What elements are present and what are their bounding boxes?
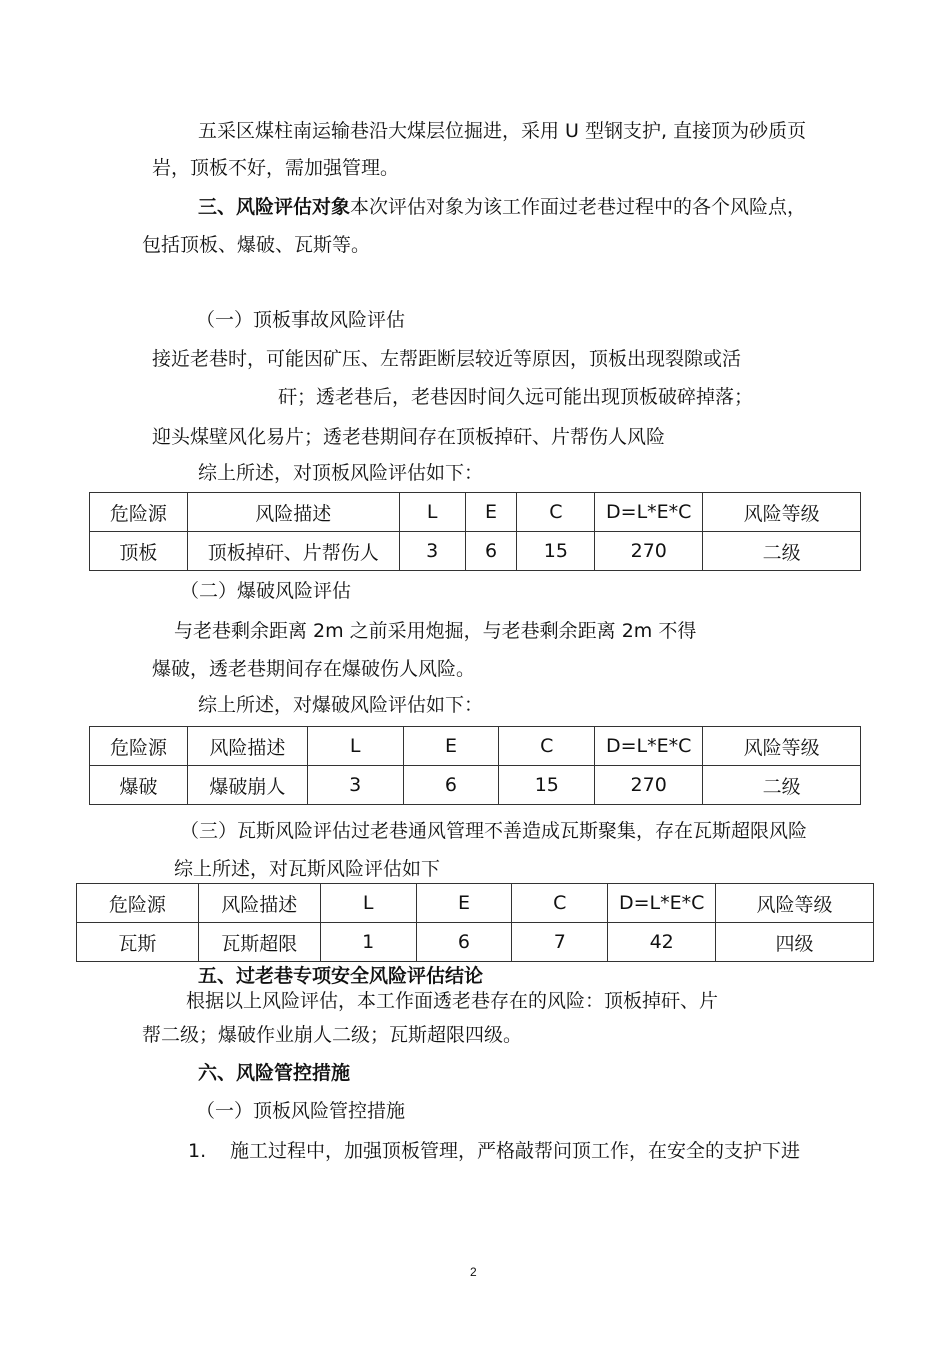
paragraph-text: 本次评估对象为该工作面过老巷过程中的各个风险点， xyxy=(350,196,807,218)
paragraph-line: 帮二级；爆破作业崩人二级；瓦斯超限四级。 xyxy=(142,1024,523,1046)
section-heading: 五、过老巷专项安全风险评估结论 xyxy=(198,965,484,987)
summary-line: 综上所述，对爆破风险评估如下： xyxy=(198,694,484,716)
table-cell: 270 xyxy=(595,766,703,805)
subsection-line: （三）瓦斯风险评估过老巷通风管理不善造成瓦斯聚集，存在瓦斯超限风险 xyxy=(180,820,808,842)
table-header-cell: 风险等级 xyxy=(703,727,861,766)
list-text: 施工过程中，加强顶板管理，严格敲帮问顶工作，在安全的支护下进 xyxy=(230,1140,801,1162)
subsection-heading: （一）顶板风险管控措施 xyxy=(196,1100,406,1122)
table-cell: 6 xyxy=(403,766,499,805)
table-header-cell: 风险等级 xyxy=(703,493,861,532)
table-header-cell: L xyxy=(307,727,403,766)
blast-risk-table xyxy=(89,726,861,805)
table-header-cell: D=L*E*C xyxy=(608,884,716,923)
page-number: 2 xyxy=(470,1265,477,1279)
section-3-line xyxy=(198,194,806,220)
paragraph-line: 迎头煤壁风化易片；透老巷期间存在顶板掉矸、片帮伤人风险 xyxy=(152,426,666,448)
table-header-row xyxy=(90,727,861,766)
table-header-cell: L xyxy=(399,493,465,532)
table-header-cell: E xyxy=(403,727,499,766)
table-cell: 1 xyxy=(320,923,416,962)
table-row xyxy=(90,766,861,805)
summary-line: 综上所述，对瓦斯风险评估如下 xyxy=(174,858,441,880)
table-cell: 7 xyxy=(512,923,608,962)
table-cell: 顶板掉矸、片帮伤人 xyxy=(187,532,399,571)
section-heading: 三、风险评估对象 xyxy=(198,196,351,218)
table-cell: 6 xyxy=(416,923,512,962)
paragraph-line: 接近老巷时，可能因矿压、左帮距断层较近等原因，顶板出现裂隙或活 xyxy=(152,348,742,370)
table-header-cell: C xyxy=(499,727,595,766)
table-cell: 顶板 xyxy=(90,532,188,571)
paragraph-line: 与老巷剩余距离 2m 之前采用炮掘，与老巷剩余距离 2m 不得 xyxy=(174,620,697,642)
subsection-heading: （二）爆破风险评估 xyxy=(180,580,352,602)
table-cell: 二级 xyxy=(703,532,861,571)
table-cell: 二级 xyxy=(703,766,861,805)
table-header-cell: E xyxy=(465,493,517,532)
table-cell: 四级 xyxy=(716,923,874,962)
table-header-cell: 风险描述 xyxy=(187,493,399,532)
paragraph-line: 根据以上风险评估，本工作面透老巷存在的风险：顶板掉矸、片 xyxy=(186,990,719,1012)
roof-risk-table xyxy=(89,492,861,571)
table-header-cell: 危险源 xyxy=(77,884,199,923)
section-heading: 六、风险管控措施 xyxy=(198,1062,351,1084)
table-cell: 6 xyxy=(465,532,517,571)
paragraph-line: 岩，顶板不好，需加强管理。 xyxy=(152,157,400,179)
table-header-cell: 风险描述 xyxy=(198,884,320,923)
table-cell: 瓦斯超限 xyxy=(198,923,320,962)
table-header-cell: E xyxy=(416,884,512,923)
paragraph-line: 矸；透老巷后，老巷因时间久远可能出现顶板破碎掉落； xyxy=(278,386,754,408)
list-number: 1. xyxy=(188,1140,207,1162)
paragraph-line: 五采区煤柱南运输巷沿大煤层位掘进，采用 U 型钢支护, 直接顶为砂质页 xyxy=(198,120,807,142)
table-header-cell: C xyxy=(512,884,608,923)
paragraph-line: 爆破，透老巷期间存在爆破伤人风险。 xyxy=(152,658,476,680)
table-cell: 3 xyxy=(399,532,465,571)
table-cell: 15 xyxy=(517,532,595,571)
table-row xyxy=(77,923,874,962)
table-cell: 270 xyxy=(595,532,703,571)
paragraph-line: 包括顶板、爆破、瓦斯等。 xyxy=(142,234,371,256)
table-header-cell: 风险描述 xyxy=(187,727,307,766)
list-item xyxy=(188,1138,800,1164)
table-cell: 15 xyxy=(499,766,595,805)
table-header-row xyxy=(90,493,861,532)
table-cell: 爆破崩人 xyxy=(187,766,307,805)
summary-line: 综上所述，对顶板风险评估如下： xyxy=(198,462,484,484)
subsection-heading: （一）顶板事故风险评估 xyxy=(196,309,406,331)
table-cell: 3 xyxy=(307,766,403,805)
table-header-cell: 危险源 xyxy=(90,493,188,532)
table-header-cell: C xyxy=(517,493,595,532)
table-header-cell: 危险源 xyxy=(90,727,188,766)
table-header-cell: D=L*E*C xyxy=(595,493,703,532)
table-header-cell: 风险等级 xyxy=(716,884,874,923)
table-cell: 42 xyxy=(608,923,716,962)
table-cell: 瓦斯 xyxy=(77,923,199,962)
table-header-row xyxy=(77,884,874,923)
gas-risk-table xyxy=(76,883,874,962)
table-header-cell: L xyxy=(320,884,416,923)
table-header-cell: D=L*E*C xyxy=(595,727,703,766)
table-cell: 爆破 xyxy=(90,766,188,805)
table-row xyxy=(90,532,861,571)
